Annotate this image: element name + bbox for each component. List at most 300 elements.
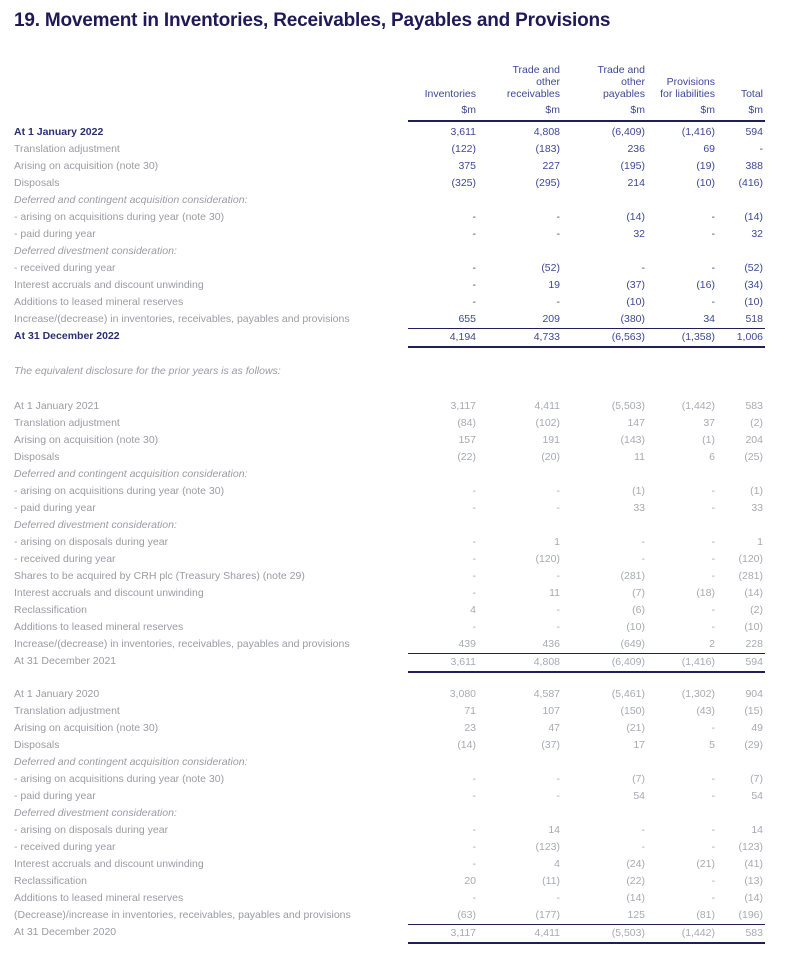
- cell-value: -: [556, 773, 560, 785]
- cell-value: 518: [745, 313, 763, 325]
- cell-value: (43): [696, 705, 715, 717]
- table-row: [14, 568, 765, 585]
- row-label: Deferred divestment consideration:: [14, 519, 177, 531]
- row-label: Reclassification: [14, 604, 87, 616]
- row-label: - arising on acquisitions during year (note 30): [14, 485, 225, 497]
- row-label: Deferred and contingent acquisition consideration:: [14, 194, 248, 206]
- cell-value: 4,194: [408, 328, 478, 348]
- cell-value: -: [472, 279, 476, 291]
- cell-value: (25): [744, 451, 763, 463]
- column-header-line: other: [621, 76, 645, 88]
- cell-value: (52): [541, 262, 560, 274]
- cell-value: (325): [451, 177, 476, 189]
- cell-value: -: [472, 536, 476, 548]
- cell-value: -: [556, 570, 560, 582]
- row-label: Increase/(decrease) in inventories, receivables, payables and provisions: [14, 313, 350, 325]
- table-row: [14, 907, 765, 924]
- cell-value: 19: [548, 279, 560, 291]
- table-row: [14, 805, 765, 822]
- header-spacer: [14, 64, 408, 100]
- cell-value: 2: [709, 638, 715, 650]
- cell-value: -: [711, 211, 715, 223]
- cell-value: (102): [535, 417, 560, 429]
- cell-value: (120): [738, 553, 763, 565]
- cell-value: 17: [633, 739, 645, 751]
- column-unit-trade-other-payables: $m: [562, 100, 647, 122]
- cell-value: 1,006: [717, 328, 765, 348]
- cell-value: -: [711, 892, 715, 904]
- cell-value: (5,503): [562, 924, 647, 944]
- cell-value: 236: [627, 143, 645, 155]
- cell-value: (10): [626, 296, 645, 308]
- table-row: [14, 294, 765, 311]
- row-label: At 31 December 2020: [14, 926, 117, 938]
- cell-value: 4: [470, 604, 476, 616]
- cell-value: [647, 517, 717, 534]
- row-label: - paid during year: [14, 502, 96, 514]
- column-unit-inventories: $m: [408, 100, 478, 122]
- row-label: At 1 January 2021: [14, 400, 100, 412]
- cell-value: 47: [548, 722, 560, 734]
- table-row: [14, 839, 765, 856]
- cell-value: (1,442): [647, 924, 717, 944]
- cell-value: -: [641, 536, 645, 548]
- cell-value: [717, 754, 765, 771]
- cell-value: 439: [458, 638, 476, 650]
- column-header-line: Total: [740, 88, 763, 100]
- row-label: Interest accruals and discount unwinding: [14, 279, 204, 291]
- cell-value: -: [711, 604, 715, 616]
- cell-value: (13): [744, 875, 763, 887]
- table-row: [14, 619, 765, 636]
- cell-value: [562, 805, 647, 822]
- cell-value: 3,117: [408, 924, 478, 944]
- cell-value: (1,358): [647, 328, 717, 348]
- cell-value: 436: [542, 638, 560, 650]
- row-label: Deferred divestment consideration:: [14, 245, 177, 257]
- row-label: Arising on acquisition (note 30): [14, 160, 159, 172]
- table-row: [14, 585, 765, 602]
- table-row: [14, 158, 765, 175]
- cell-value: 71: [464, 705, 476, 717]
- column-header-line: Trade and: [597, 64, 645, 76]
- cell-value: (19): [696, 160, 715, 172]
- cell-value: (37): [626, 279, 645, 291]
- cell-value: [717, 243, 765, 260]
- cell-value: (416): [738, 177, 763, 189]
- cell-value: (649): [620, 638, 645, 650]
- row-label: Shares to be acquired by CRH plc (Treasury Shares) (note 29): [14, 570, 305, 582]
- row-label: Deferred and contingent acquisition consideration:: [14, 468, 248, 480]
- cell-value: (2): [750, 604, 763, 616]
- cell-value: (34): [744, 279, 763, 291]
- cell-value: (81): [696, 909, 715, 921]
- cell-value: (14): [744, 211, 763, 223]
- column-header-line: payables: [602, 88, 645, 100]
- cell-value: (14): [744, 587, 763, 599]
- cell-value: 227: [542, 160, 560, 172]
- column-header-total: [717, 64, 765, 100]
- cell-value: (37): [541, 739, 560, 751]
- cell-value: (1): [632, 485, 645, 497]
- table-row: [14, 686, 765, 703]
- column-unit-provisions-for-liabilities: $m: [647, 100, 717, 122]
- cell-value: 904: [745, 688, 763, 700]
- cell-value: 6: [709, 451, 715, 463]
- cell-value: 11: [634, 451, 645, 463]
- table-row: [14, 873, 765, 890]
- cell-value: 583: [745, 400, 763, 412]
- cell-value: 4,808: [533, 126, 560, 138]
- cell-value: -: [472, 824, 476, 836]
- cell-value: 147: [627, 417, 645, 429]
- section-2022: [14, 124, 765, 345]
- row-label: Arising on acquisition (note 30): [14, 722, 159, 734]
- table-row: [14, 398, 765, 415]
- cell-value: -: [641, 553, 645, 565]
- cell-value: (1,416): [681, 126, 715, 138]
- row-label: Disposals: [14, 739, 60, 751]
- cell-value: (21): [696, 858, 715, 870]
- cell-value: [647, 243, 717, 260]
- cell-value: [717, 805, 765, 822]
- cell-value: [408, 192, 478, 209]
- cell-value: (63): [457, 909, 476, 921]
- cell-value: -: [472, 570, 476, 582]
- cell-value: (183): [535, 143, 560, 155]
- cell-value: 14: [751, 824, 763, 836]
- cell-value: -: [711, 536, 715, 548]
- cell-value: -: [556, 502, 560, 514]
- row-label: Translation adjustment: [14, 143, 120, 155]
- cell-value: [478, 754, 562, 771]
- table-row: [14, 175, 765, 192]
- cell-value: -: [472, 262, 476, 274]
- cell-value: (150): [620, 705, 645, 717]
- cell-value: (22): [457, 451, 476, 463]
- cell-value: 34: [703, 313, 715, 325]
- row-label: Translation adjustment: [14, 705, 120, 717]
- table-row: [14, 192, 765, 209]
- cell-value: -: [472, 773, 476, 785]
- row-label: - arising on acquisitions during year (note 30): [14, 211, 225, 223]
- cell-value: -: [711, 621, 715, 633]
- table-row: [14, 415, 765, 432]
- row-label: - received during year: [14, 841, 116, 853]
- cell-value: 14: [548, 824, 560, 836]
- cell-value: -: [711, 296, 715, 308]
- column-header-trade-other-payables: [562, 64, 647, 100]
- cell-value: (123): [535, 841, 560, 853]
- cell-value: (295): [535, 177, 560, 189]
- cell-value: 49: [751, 722, 763, 734]
- table-row: [14, 771, 765, 788]
- cell-value: (24): [626, 858, 645, 870]
- cell-value: 54: [751, 790, 763, 802]
- cell-value: -: [556, 604, 560, 616]
- cell-value: -: [472, 553, 476, 565]
- cell-value: -: [472, 502, 476, 514]
- cell-value: 1: [757, 536, 763, 548]
- cell-value: (21): [626, 722, 645, 734]
- table-row: [14, 754, 765, 771]
- cell-value: [562, 243, 647, 260]
- cell-value: -: [711, 841, 715, 853]
- cell-value: [717, 192, 765, 209]
- cell-value: -: [556, 485, 560, 497]
- cell-value: 4,411: [478, 924, 562, 944]
- cell-value: 11: [549, 587, 560, 599]
- cell-value: (7): [632, 773, 645, 785]
- unit-spacer: [14, 100, 408, 122]
- cell-value: [478, 805, 562, 822]
- column-header-line: other: [536, 76, 560, 88]
- row-label: At 1 January 2022: [14, 126, 104, 138]
- cell-value: [408, 754, 478, 771]
- row-label: Translation adjustment: [14, 417, 120, 429]
- cell-value: (10): [626, 621, 645, 633]
- cell-value: -: [759, 143, 763, 155]
- cell-value: (10): [744, 621, 763, 633]
- cell-value: [647, 805, 717, 822]
- row-label: Interest accruals and discount unwinding: [14, 858, 204, 870]
- cell-value: [717, 466, 765, 483]
- cell-value: 3,080: [449, 688, 476, 700]
- row-label: At 1 January 2020: [14, 688, 100, 700]
- cell-value: (14): [744, 892, 763, 904]
- cell-value: -: [641, 824, 645, 836]
- cell-value: (120): [535, 553, 560, 565]
- table-header-row: [14, 64, 765, 100]
- row-label: Arising on acquisition (note 30): [14, 434, 159, 446]
- cell-value: (14): [457, 739, 476, 751]
- row-label: - arising on acquisitions during year (note 30): [14, 773, 225, 785]
- cell-value: (14): [626, 892, 645, 904]
- row-label: Additions to leased mineral reserves: [14, 892, 184, 904]
- cell-value: -: [711, 824, 715, 836]
- row-label: - received during year: [14, 262, 116, 274]
- cell-value: 37: [703, 417, 715, 429]
- row-label: Interest accruals and discount unwinding: [14, 587, 204, 599]
- row-label: (Decrease)/increase in inventories, receivables, payables and provisions: [14, 909, 351, 921]
- cell-value: (52): [744, 262, 763, 274]
- cell-value: (2): [750, 417, 763, 429]
- row-label: Disposals: [14, 451, 60, 463]
- cell-value: 4: [554, 858, 560, 870]
- cell-value: -: [711, 790, 715, 802]
- table-row: [14, 243, 765, 260]
- cell-value: -: [711, 773, 715, 785]
- cell-value: -: [556, 228, 560, 240]
- table-row: [14, 551, 765, 568]
- cell-value: 228: [745, 638, 763, 650]
- table-row: [14, 141, 765, 158]
- table-row: [14, 209, 765, 226]
- row-label: Deferred and contingent acquisition consideration:: [14, 756, 248, 768]
- column-header-line: Provisions: [666, 76, 715, 88]
- cell-value: (6,563): [562, 328, 647, 348]
- note-title: 19. Movement in Inventories, Receivables, Payables and Provisions: [14, 10, 611, 31]
- table-row: [14, 822, 765, 839]
- cell-value: 204: [745, 434, 763, 446]
- column-header-inventories: [408, 64, 478, 100]
- cell-value: -: [711, 570, 715, 582]
- cell-value: (22): [626, 875, 645, 887]
- cell-value: -: [556, 790, 560, 802]
- cell-value: (10): [696, 177, 715, 189]
- column-unit-total: $m: [717, 100, 765, 122]
- cell-value: 388: [745, 160, 763, 172]
- row-label: Increase/(decrease) in inventories, receivables, payables and provisions: [14, 638, 350, 650]
- cell-value: (1): [702, 434, 715, 446]
- cell-value: 125: [627, 909, 645, 921]
- cell-value: -: [556, 296, 560, 308]
- cell-value: 54: [633, 790, 645, 802]
- cell-value: (1): [750, 485, 763, 497]
- column-header-trade-other-receivables: [478, 64, 562, 100]
- row-label: - received during year: [14, 553, 116, 565]
- cell-value: -: [711, 875, 715, 887]
- cell-value: 4,733: [478, 328, 562, 348]
- cell-value: (84): [457, 417, 476, 429]
- cell-value: 157: [458, 434, 476, 446]
- table-row: [14, 924, 765, 941]
- cell-value: [478, 192, 562, 209]
- row-label: - paid during year: [14, 228, 96, 240]
- cell-value: -: [472, 587, 476, 599]
- cell-value: -: [711, 262, 715, 274]
- table-row: [14, 449, 765, 466]
- cell-value: -: [472, 841, 476, 853]
- cell-value: (196): [738, 909, 763, 921]
- cell-value: 209: [542, 313, 560, 325]
- cell-value: (1,302): [681, 688, 715, 700]
- cell-value: -: [472, 296, 476, 308]
- table-row: [14, 636, 765, 653]
- cell-value: [478, 466, 562, 483]
- cell-value: (14): [626, 211, 645, 223]
- row-label: Additions to leased mineral reserves: [14, 296, 184, 308]
- cell-value: -: [641, 262, 645, 274]
- cell-value: -: [472, 858, 476, 870]
- row-label: Reclassification: [14, 875, 87, 887]
- table-row: [14, 534, 765, 551]
- cell-value: (380): [620, 313, 645, 325]
- cell-value: -: [711, 722, 715, 734]
- table-row: [14, 602, 765, 619]
- table-row: [14, 720, 765, 737]
- table-row: [14, 311, 765, 328]
- prior-years-note: The equivalent disclosure for the prior years is as follows:: [14, 365, 281, 377]
- row-label: At 31 December 2021: [14, 655, 117, 667]
- cell-value: (195): [620, 160, 645, 172]
- cell-value: 191: [542, 434, 560, 446]
- table-unit-row: [14, 100, 765, 122]
- column-unit-trade-other-receivables: $m: [478, 100, 562, 122]
- row-label: Disposals: [14, 177, 60, 189]
- cell-value: 4,411: [534, 400, 560, 412]
- row-label: - arising on disposals during year: [14, 536, 169, 548]
- cell-value: 594: [745, 126, 763, 138]
- cell-value: (7): [632, 587, 645, 599]
- cell-value: (10): [744, 296, 763, 308]
- table-row: [14, 856, 765, 873]
- cell-value: 375: [458, 160, 476, 172]
- cell-value: (6,409): [562, 653, 647, 673]
- section-2020: [14, 686, 765, 941]
- cell-value: (11): [542, 875, 560, 887]
- cell-value: (7): [750, 773, 763, 785]
- cell-value: (16): [696, 279, 715, 291]
- cell-value: [562, 517, 647, 534]
- cell-value: 3,611: [408, 653, 478, 673]
- cell-value: 5: [709, 739, 715, 751]
- cell-value: [562, 192, 647, 209]
- cell-value: 1: [554, 536, 560, 548]
- cell-value: -: [711, 228, 715, 240]
- cell-value: [717, 517, 765, 534]
- cell-value: [647, 466, 717, 483]
- cell-value: 69: [703, 143, 715, 155]
- cell-value: -: [641, 841, 645, 853]
- cell-value: 107: [542, 705, 560, 717]
- column-header-line: Trade and: [512, 64, 560, 76]
- table-row: [14, 277, 765, 294]
- cell-value: 3,117: [450, 400, 476, 412]
- column-header-line: Inventories: [424, 88, 476, 100]
- cell-value: (281): [738, 570, 763, 582]
- table-row: [14, 124, 765, 141]
- cell-value: 655: [458, 313, 476, 325]
- cell-value: (177): [535, 909, 560, 921]
- cell-value: [408, 466, 478, 483]
- table-row: [14, 466, 765, 483]
- cell-value: (29): [744, 739, 763, 751]
- cell-value: 3,611: [450, 126, 476, 138]
- cell-value: 594: [717, 653, 765, 673]
- cell-value: (41): [744, 858, 763, 870]
- row-label: Deferred divestment consideration:: [14, 807, 177, 819]
- cell-value: 23: [464, 722, 476, 734]
- cell-value: 32: [751, 228, 763, 240]
- cell-value: [647, 754, 717, 771]
- cell-value: [478, 243, 562, 260]
- cell-value: 583: [717, 924, 765, 944]
- row-label: - arising on disposals during year: [14, 824, 169, 836]
- cell-value: -: [472, 892, 476, 904]
- row-label: - paid during year: [14, 790, 96, 802]
- cell-value: (1,416): [647, 653, 717, 673]
- cell-value: (5,503): [611, 400, 645, 412]
- table-row: [14, 483, 765, 500]
- table-row: [14, 328, 765, 345]
- cell-value: [408, 243, 478, 260]
- cell-value: -: [711, 553, 715, 565]
- cell-value: -: [472, 211, 476, 223]
- cell-value: 20: [464, 875, 476, 887]
- cell-value: 4,587: [533, 688, 560, 700]
- table-row: [14, 737, 765, 754]
- cell-value: -: [472, 790, 476, 802]
- cell-value: (5,461): [611, 688, 645, 700]
- table-row: [14, 500, 765, 517]
- section-2021: [14, 398, 765, 670]
- cell-value: -: [711, 485, 715, 497]
- column-header-line: for liabilities: [660, 88, 715, 100]
- cell-value: [478, 517, 562, 534]
- cell-value: (1,442): [681, 400, 715, 412]
- cell-value: -: [556, 621, 560, 633]
